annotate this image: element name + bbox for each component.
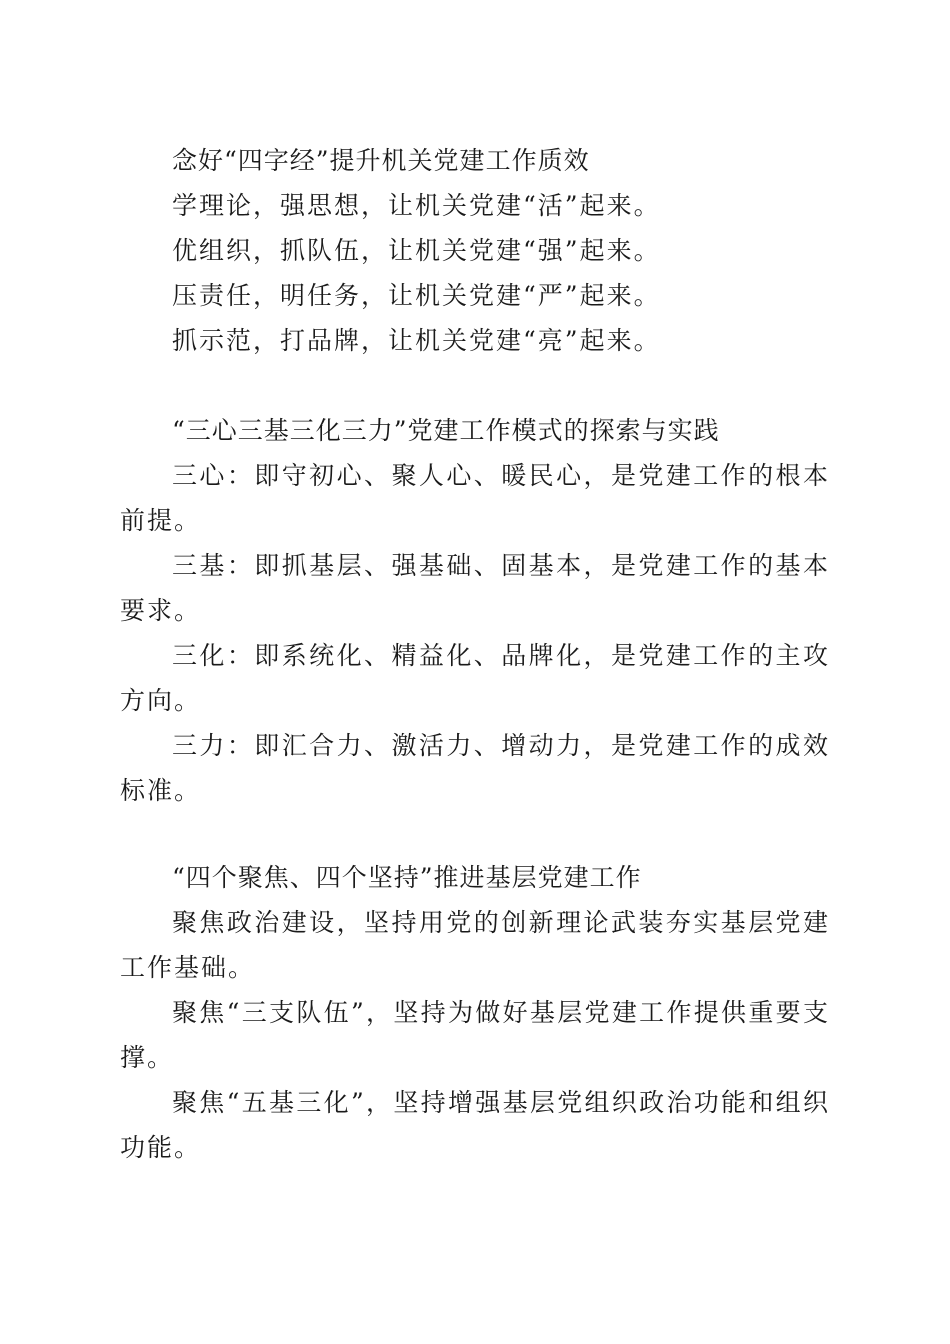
- paragraph: 三心：即守初心、聚人心、暖民心，是党建工作的根本前提。: [120, 461, 830, 535]
- paragraph: 三力：即汇合力、激活力、增动力，是党建工作的成效标准。: [120, 731, 830, 805]
- paragraph: 三基：即抓基层、强基础、固基本，是党建工作的基本要求。: [120, 551, 830, 625]
- list-item: 学理论，强思想，让机关党建“活”起来。: [172, 191, 661, 220]
- section-four-character-scripture: [120, 138, 830, 363]
- section-three-heart-model: [120, 408, 830, 813]
- section-four-focus: [120, 855, 830, 1170]
- list-item: 压责任，明任务，让机关党建“严”起来。: [172, 281, 661, 310]
- paragraph: 三化：即系统化、精益化、品牌化，是党建工作的主攻方向。: [120, 641, 830, 715]
- paragraph: 聚焦“三支队伍”，坚持为做好基层党建工作提供重要支撑。: [120, 998, 830, 1072]
- section-title: “四个聚焦、四个坚持”推进基层党建工作: [172, 863, 642, 892]
- list-item: 抓示范，打品牌，让机关党建“亮”起来。: [172, 326, 661, 355]
- paragraph: 聚焦政治建设，坚持用党的创新理论武装夯实基层党建工作基础。: [120, 908, 830, 982]
- section-title: 念好“四字经”提升机关党建工作质效: [172, 146, 590, 175]
- paragraph: 聚焦“五基三化”，坚持增强基层党组织政治功能和组织功能。: [120, 1088, 830, 1162]
- list-item: 优组织，抓队伍，让机关党建“强”起来。: [172, 236, 661, 265]
- section-title: “三心三基三化三力”党建工作模式的探索与实践: [172, 416, 720, 445]
